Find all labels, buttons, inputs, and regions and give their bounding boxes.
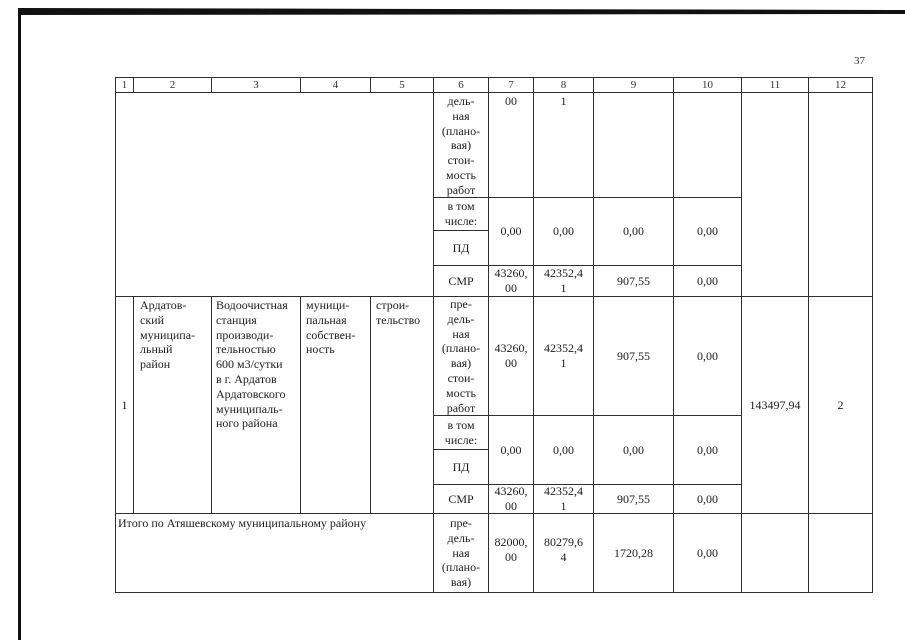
column-number-cell [433,77,489,93]
including-value: 0,00 [623,224,644,239]
column-number: 1 [121,78,128,91]
continued-smr-label-cell [433,265,489,297]
total-cost-value: 80279,6 4 [544,535,583,564]
object-name: Водоочистная станция производи- тельностью 600 м3/сутки в г. Ардатов Ардатовского муниципаль- ного района [216,298,288,431]
column-number-cell [370,77,434,93]
smr-value-cell [488,484,534,514]
cost-value: 1 [560,94,567,108]
including-value: 0,00 [500,442,522,457]
total-cost-value: 1720,28 [614,545,653,560]
continued-empty-cell [593,92,674,198]
including-value: 0,00 [500,224,522,239]
continued-empty-cell [808,92,873,297]
column-number-cell [488,77,534,93]
continued-including-label-cell [433,197,489,231]
smr-value: 0,00 [697,491,718,506]
district-name: Ардатов- ский муниципа- льный район [140,298,196,372]
cost-value: 907,55 [617,348,650,363]
including-value: 0,00 [553,224,574,239]
column-number: 2 [169,78,176,91]
smr-value: 42352,4 1 [544,266,583,295]
continued-smr-value-cell [673,265,742,297]
cost-value: 43260, 00 [494,341,528,370]
continued-empty-cell [115,92,434,297]
including-value: 0,00 [697,442,718,457]
smr-value: 43260, 00 [494,484,528,513]
ownership-cell [300,296,371,514]
continued-including-value-cell [673,197,742,266]
work-type: строи- тельство [376,298,421,327]
cost-value: 0,00 [697,348,718,363]
row-number-cell [115,296,134,514]
column-11-value-cell [741,296,809,514]
cost-value: 00 [505,94,517,108]
cost-value-cell [593,296,674,416]
column-number-cell [133,77,212,93]
pd-label: ПД [452,240,470,255]
column-number: 5 [399,78,405,91]
cost-value: 42352,4 1 [544,341,583,370]
cost-value-cell [488,296,534,416]
total-cost-value-cell [488,513,534,593]
column-number: 9 [630,78,637,91]
including-value-cell [533,415,594,485]
column-number: 10 [702,78,713,91]
column-number: 6 [458,78,464,91]
scan-edge-top [0,0,905,20]
column-number-cell [300,77,371,93]
continued-cost-label-cell [433,92,489,198]
column-number-cell [741,77,809,93]
including-value: 0,00 [623,442,644,457]
smr-value: 907,55 [617,491,650,506]
total-empty-cell [741,513,809,593]
including-value-cell [593,415,674,485]
continued-including-value-cell [488,197,534,266]
row-number: 1 [121,397,128,412]
cost-value-cell [673,296,742,416]
pd-label-cell [433,449,489,485]
ownership-type: муници- пальная собствен- ность [306,298,356,357]
including-label: в том числе: [444,199,478,228]
cost-label-cell [433,296,489,416]
cost-label: пре- дель- ная (плано- вая) [441,516,481,590]
cost-value-cell [533,296,594,416]
smr-value: 0,00 [697,273,718,288]
cost-label: пре- дель- ная (плано- вая) стои- мость работ [441,297,481,415]
column-number-cell [533,77,594,93]
including-label: в том числе: [444,417,478,447]
total-cost-value-cell [533,513,594,593]
continued-smr-value-cell [593,265,674,297]
column-number: 4 [332,78,339,91]
column-number-cell [115,77,134,93]
including-value: 0,00 [697,224,718,239]
smr-label: СМР [448,273,474,288]
including-label-cell [433,415,489,450]
total-cost-value: 0,00 [697,545,718,560]
column-12-value-cell [808,296,873,514]
smr-value: 43260, 00 [494,266,528,295]
smr-label: СМР [448,491,474,506]
column-number-cell [211,77,301,93]
smr-value-cell [533,484,594,514]
smr-value-cell [673,484,742,514]
continued-empty-cell [741,92,809,297]
column-number: 12 [835,78,846,91]
continued-empty-cell [673,92,742,198]
total-empty-cell [808,513,873,593]
cost-label: дель- ная (плано- вая) стои- мость работ [441,94,481,197]
continued-smr-value-cell [533,265,594,297]
continued-cost-value-cell [533,92,594,198]
continued-smr-value-cell [488,265,534,297]
scan-edge-left [18,8,21,640]
work-type-cell [370,296,434,514]
column-number-cell [593,77,674,93]
column-number: 3 [253,78,259,91]
total-cost-value: 82000, 00 [494,535,528,564]
column-number: 7 [508,78,514,91]
total-cost-label-cell [433,513,489,593]
continued-cost-value-cell [488,92,534,198]
column-number: 8 [560,78,567,91]
column-11-value: 143497,94 [749,397,801,412]
object-cell [211,296,301,514]
total-cost-value-cell [673,513,742,593]
total-cost-value-cell [593,513,674,593]
smr-value: 907,55 [617,273,650,288]
column-number-cell [808,77,873,93]
smr-value-cell [593,484,674,514]
page-number: 37 [854,55,865,67]
object-table [115,77,873,593]
continued-including-value-cell [533,197,594,266]
including-value-cell [673,415,742,485]
column-12-value: 2 [837,397,844,412]
pd-label: ПД [452,459,470,474]
smr-label-cell [433,484,489,514]
including-value: 0,00 [553,442,574,457]
continued-including-value-cell [593,197,674,266]
continued-pd-label-cell [433,230,489,266]
district-cell [133,296,212,514]
total-label: Итого по Атяшевскому муниципальному району [118,516,367,530]
total-label-cell [115,513,434,593]
including-value-cell [488,415,534,485]
column-number: 11 [769,78,781,91]
column-number-cell [673,77,742,93]
smr-value: 42352,4 1 [544,484,583,513]
